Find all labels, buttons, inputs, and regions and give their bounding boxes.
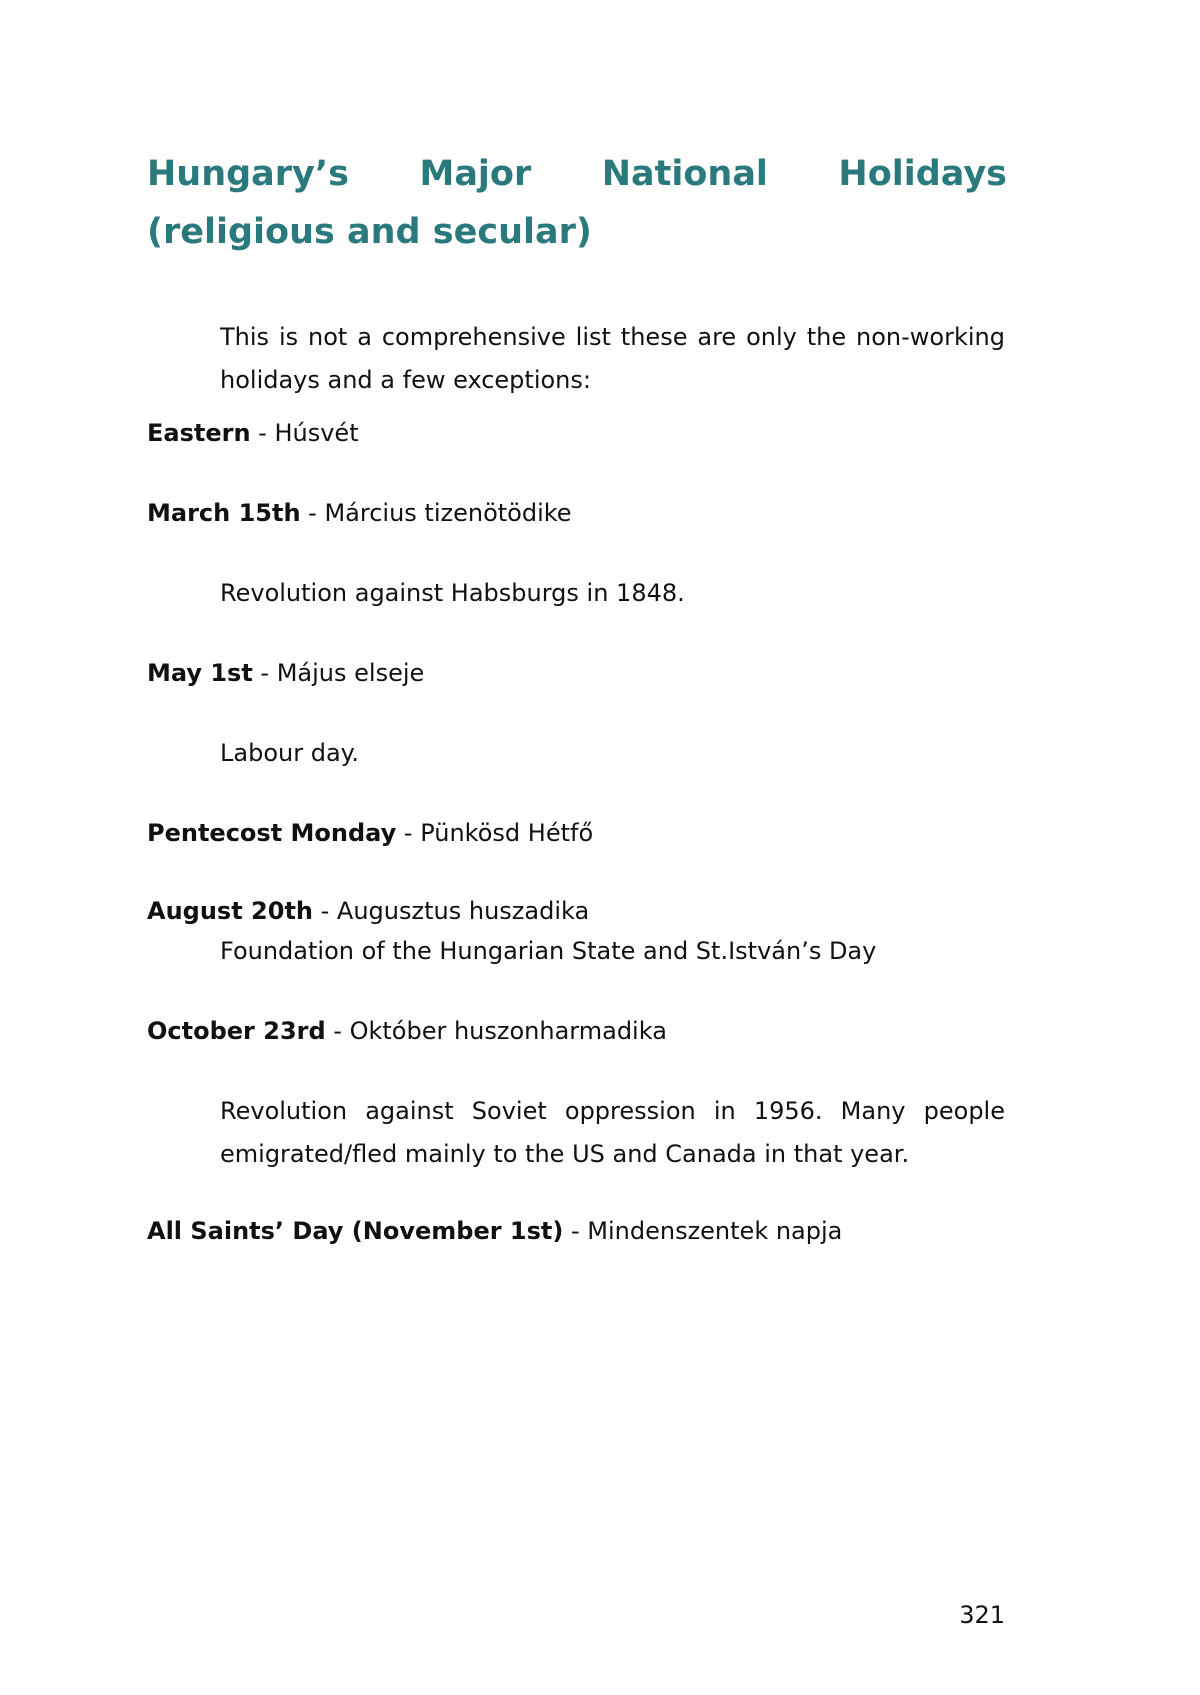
holiday-hungarian-name: Mindenszentek napja xyxy=(587,1217,843,1245)
holiday-hungarian-name: Húsvét xyxy=(274,419,359,447)
holiday-term: October 23rd xyxy=(147,1017,326,1045)
holiday-separator: - xyxy=(325,1017,350,1045)
holiday-description-may-1: Labour day. xyxy=(220,739,360,767)
holiday-term: August 20th xyxy=(147,897,313,925)
holiday-separator: - xyxy=(250,419,275,447)
intro-paragraph: This is not a comprehensive list these are only the non-working holidays and a few exceptions: xyxy=(220,323,1005,394)
page-number: 321 xyxy=(959,1601,1005,1629)
holiday-term: March 15th xyxy=(147,499,301,527)
holiday-entry-all-saints-day xyxy=(147,1210,1007,1253)
holiday-entry-eastern xyxy=(147,412,1007,455)
holiday-entry-may-1 xyxy=(147,652,1007,695)
holiday-separator: - xyxy=(396,819,421,847)
holiday-entry-august-20 xyxy=(147,890,1007,933)
holiday-separator: - xyxy=(313,897,337,925)
holiday-term: All Saints’ Day (November 1st) xyxy=(147,1217,564,1245)
holiday-entry-march-15 xyxy=(147,492,1007,535)
holiday-description-august-20: Foundation of the Hungarian State and St.István’s Day xyxy=(220,937,877,965)
holiday-term: May 1st xyxy=(147,659,253,687)
page-title: Hungary’s Major National Holidays (religious and secular) xyxy=(147,154,1007,252)
holiday-term: Pentecost Monday xyxy=(147,819,397,847)
holiday-hungarian-name: Március tizenötödike xyxy=(324,499,572,527)
holiday-hungarian-name: Október huszonharmadika xyxy=(349,1017,667,1045)
holiday-term: Eastern xyxy=(147,419,251,447)
holiday-hungarian-name: Augusztus huszadika xyxy=(336,897,590,925)
holiday-entry-pentecost-monday xyxy=(147,812,1007,855)
holiday-entry-october-23 xyxy=(147,1010,1007,1053)
holiday-hungarian-name: Május elseje xyxy=(276,659,425,687)
holiday-separator: - xyxy=(300,499,325,527)
holiday-separator: - xyxy=(252,659,277,687)
holiday-description-october-23: Revolution against Soviet oppression in 1956. Many people emigrated/fled mainly to the US and Canada in that year. xyxy=(220,1097,1005,1168)
holiday-hungarian-name: Pünkösd Hétfő xyxy=(420,819,594,847)
holiday-description-march-15: Revolution against Habsburgs in 1848. xyxy=(220,579,685,607)
holiday-separator: - xyxy=(563,1217,588,1245)
